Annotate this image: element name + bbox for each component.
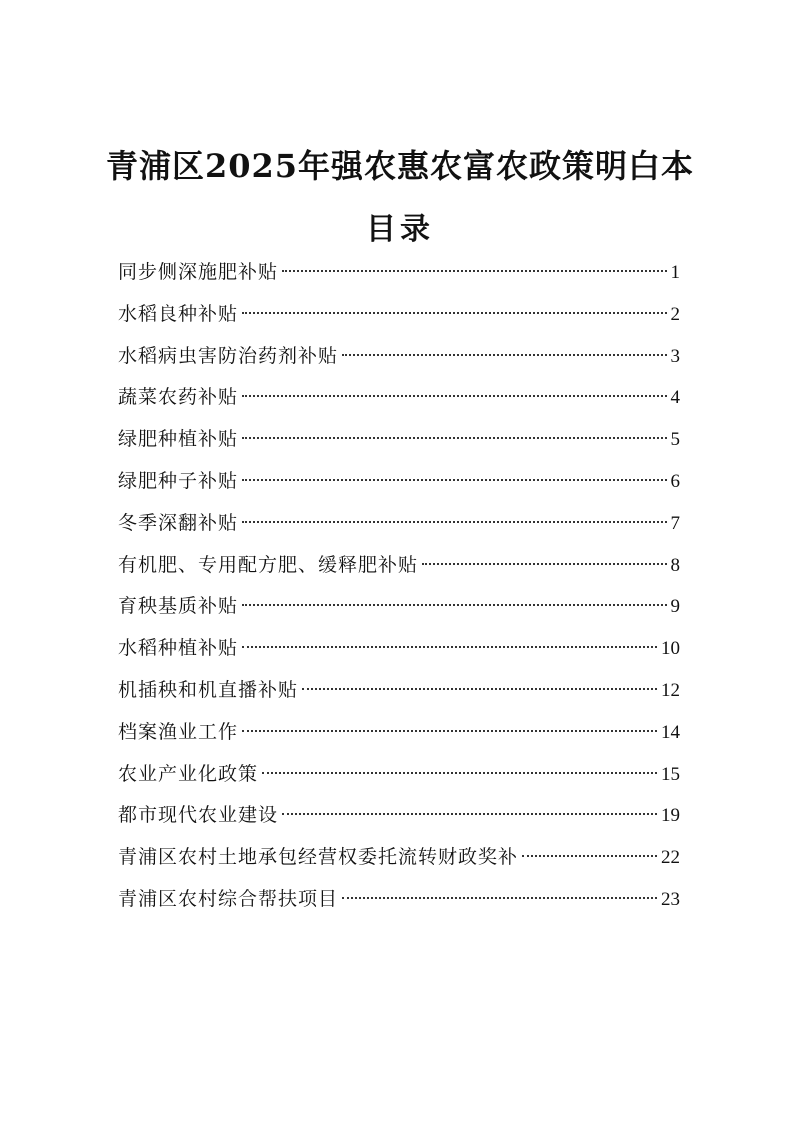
- toc-entry-page: 5: [670, 429, 680, 451]
- toc-entry[interactable]: [118, 294, 680, 336]
- toc-dot-leader: [242, 521, 666, 523]
- toc-entry-label: 都市现代农业建设: [118, 804, 279, 827]
- toc-entry-page: 1: [670, 262, 680, 283]
- toc-entry[interactable]: [118, 586, 680, 628]
- toc-entry-label: 水稻种植补贴: [118, 637, 239, 660]
- toc-dot-leader: [242, 479, 666, 481]
- toc-entry-page: 4: [670, 387, 680, 409]
- toc-entry-page: 14: [661, 721, 680, 743]
- toc-entry-page: 6: [670, 470, 680, 492]
- toc-dot-leader: [242, 730, 657, 732]
- toc-entry[interactable]: [118, 503, 680, 545]
- toc-entry-label: 水稻病虫害防治药剂补贴: [118, 344, 339, 367]
- toc-entry-page: 19: [661, 805, 680, 827]
- toc-entry-page: 3: [670, 345, 680, 367]
- toc-dot-leader: [422, 563, 666, 565]
- toc-dot-leader: [242, 437, 666, 439]
- toc-entry-label: 冬季深翻补贴: [118, 511, 239, 534]
- toc-entry-label: 机插秧和机直播补贴: [118, 678, 299, 701]
- toc-heading: 目录: [366, 212, 434, 247]
- toc-entry-page: 22: [661, 847, 680, 869]
- toc-entry-label: 育秧基质补贴: [118, 595, 239, 618]
- toc-entry-page: 15: [661, 763, 680, 785]
- toc-entry[interactable]: [118, 712, 680, 754]
- toc-entry[interactable]: [118, 336, 680, 378]
- document-title: 青浦区2025年强农惠农富农政策明白本: [105, 147, 695, 185]
- toc-entry[interactable]: [118, 628, 680, 670]
- toc-entry[interactable]: [118, 837, 680, 879]
- toc-entry[interactable]: [118, 754, 680, 796]
- toc-entry-page: 10: [661, 638, 680, 660]
- toc-entry-page: 23: [661, 888, 680, 910]
- toc-entry[interactable]: [118, 419, 680, 461]
- toc-entry[interactable]: [118, 670, 680, 712]
- toc-entry-page: 12: [661, 679, 680, 701]
- toc-entry-page: 8: [670, 554, 680, 576]
- table-of-contents: [118, 252, 680, 921]
- toc-entry-label: 农业产业化政策: [118, 762, 259, 785]
- toc-entry-label: 同步侧深施肥补贴: [118, 261, 279, 283]
- toc-entry[interactable]: [118, 377, 680, 419]
- toc-entry-label: 青浦区农村土地承包经营权委托流转财政奖补: [118, 846, 519, 869]
- toc-dot-leader: [262, 772, 657, 774]
- toc-dot-leader: [242, 646, 657, 648]
- toc-entry[interactable]: [118, 795, 680, 837]
- toc-dot-leader: [342, 354, 666, 356]
- toc-entry-page: 7: [670, 512, 680, 534]
- toc-dot-leader: [242, 604, 666, 606]
- toc-entry-label: 青浦区农村综合帮扶项目: [118, 887, 339, 910]
- toc-entry-label: 绿肥种植补贴: [118, 428, 239, 451]
- toc-entry-label: 有机肥、专用配方肥、缓释肥补贴: [118, 553, 419, 576]
- toc-entry[interactable]: [118, 461, 680, 503]
- toc-dot-leader: [242, 312, 666, 314]
- toc-entry-label: 档案渔业工作: [118, 720, 239, 743]
- toc-dot-leader: [242, 395, 666, 397]
- toc-entry-page: 2: [670, 303, 680, 325]
- toc-entry[interactable]: [118, 879, 680, 921]
- toc-entry-label: 绿肥种子补贴: [118, 469, 239, 492]
- toc-dot-leader: [282, 270, 666, 272]
- toc-dot-leader: [342, 897, 657, 899]
- toc-entry-label: 蔬菜农药补贴: [118, 386, 239, 409]
- toc-entry-label: 水稻良种补贴: [118, 302, 239, 325]
- toc-dot-leader: [302, 688, 657, 690]
- toc-entry[interactable]: [118, 545, 680, 587]
- toc-entry-page: 9: [670, 596, 680, 618]
- toc-dot-leader: [282, 813, 657, 815]
- toc-entry[interactable]: [118, 252, 680, 294]
- toc-dot-leader: [522, 855, 657, 857]
